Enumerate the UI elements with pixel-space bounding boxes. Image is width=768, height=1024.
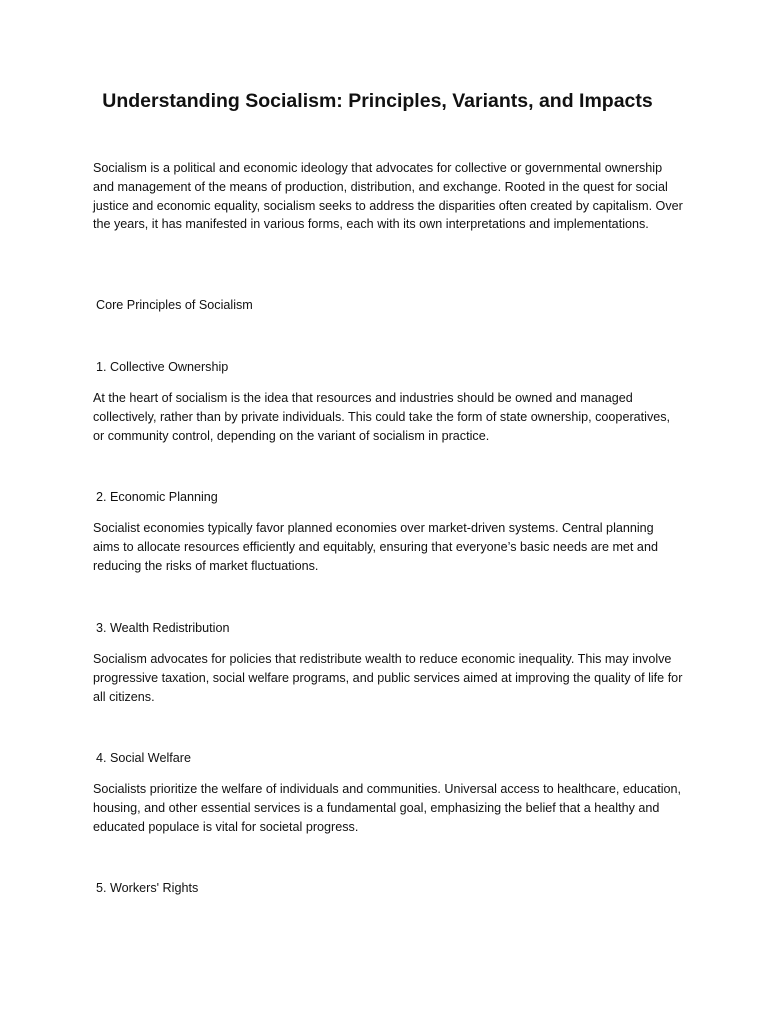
intro-paragraph: Socialism is a political and economic ideology that advocates for collective or governmental ownership and management of the means of production, distribution, and exchange. Rooted in the quest for social justice and economic equality, socialism seeks to address the disparities often created by capitalism. Over the years, it has manifested in various forms, each with its own interpretations and implementations. [93,161,683,232]
principle-heading-social-welfare: 4. Social Welfare [96,751,191,765]
principle-body-economic-planning: Socialist economies typically favor planned economies over market-driven systems. Central planning aims to allocate resources efficiently and equitably, ensuring that everyone’s basic needs are met and reducing the risks of market fluctuations. [93,521,658,573]
document-title: Understanding Socialism: Principles, Variants, and Impacts [102,90,653,112]
principle-heading-wealth-redistribution: 3. Wealth Redistribution [96,621,230,635]
principle-body-collective-ownership: At the heart of socialism is the idea that resources and industries should be owned and managed collectively, rather than by private individuals. This could take the form of state ownership, cooperatives, or community control, depending on the variant of socialism in practice. [93,391,671,443]
principle-heading-economic-planning: 2. Economic Planning [96,490,218,504]
principle-heading-collective-ownership: 1. Collective Ownership [96,360,229,374]
principle-heading-workers-rights: 5. Workers' Rights [96,881,199,895]
principle-body-wealth-redistribution: Socialism advocates for policies that redistribute wealth to reduce economic inequality. This may involve progressive taxation, social welfare programs, and public services aimed at improving the quality of life for all citizens. [93,652,683,704]
principle-body-social-welfare: Socialists prioritize the welfare of individuals and communities. Universal access to healthcare, education, housing, and other essential services is a fundamental goal, emphasizing the belief that a healthy and educated populace is vital for societal progress. [93,782,681,834]
section-heading: Core Principles of Socialism [96,298,253,312]
